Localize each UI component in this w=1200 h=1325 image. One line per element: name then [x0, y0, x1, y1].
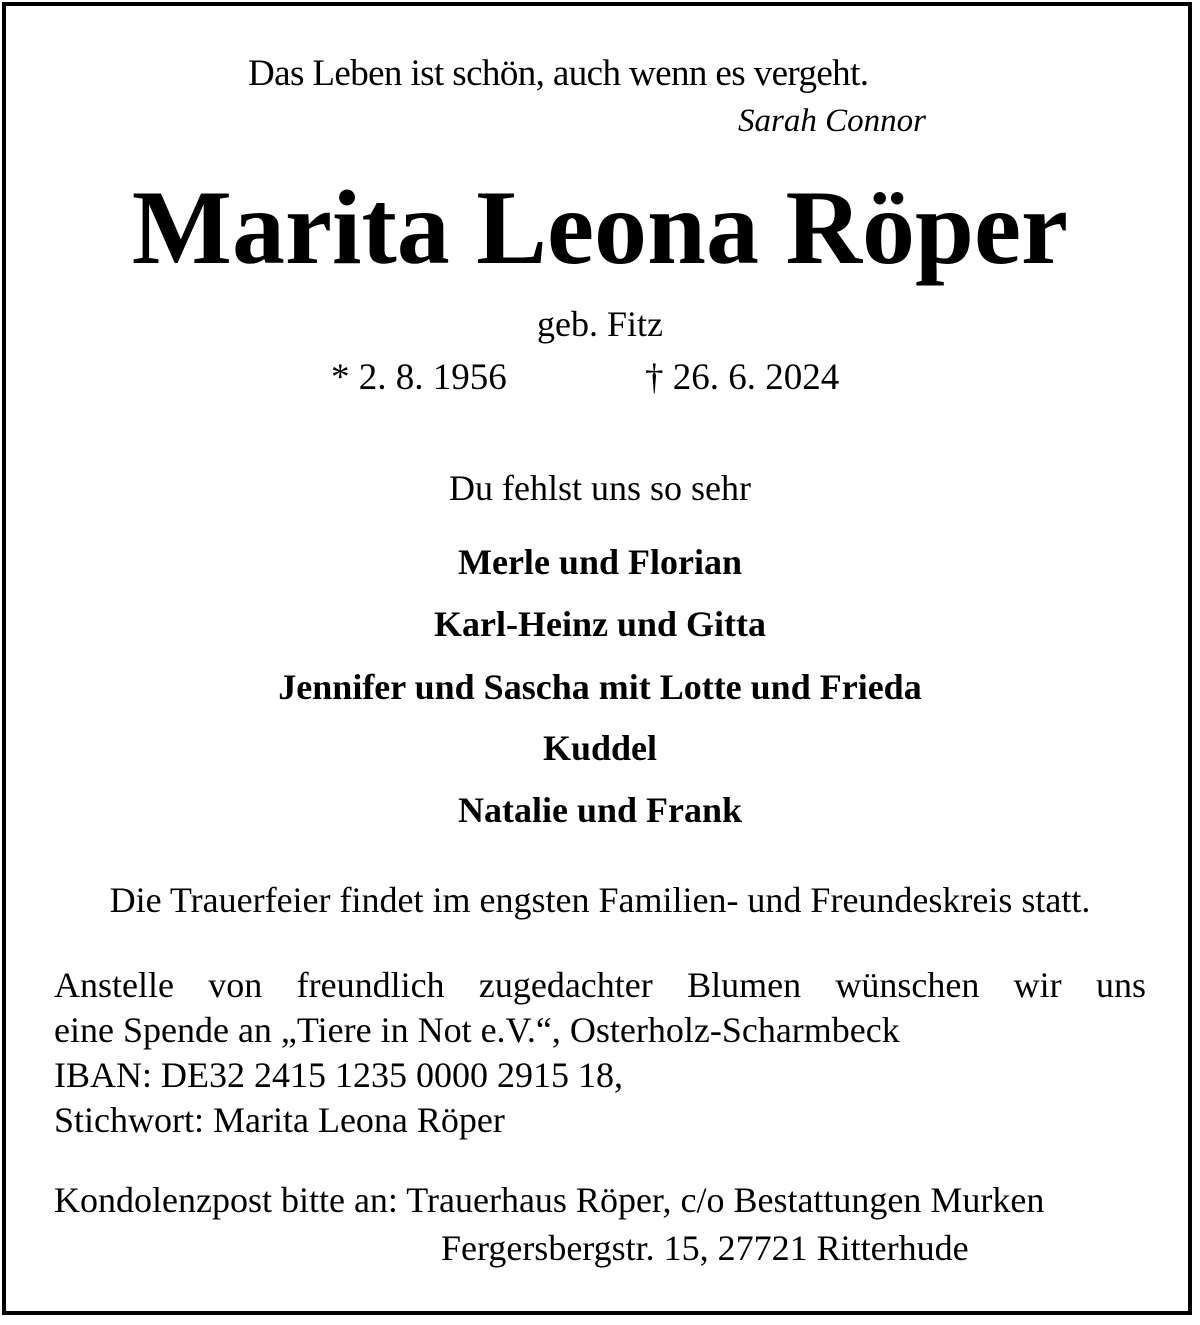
- birth-date: * 2. 8. 1956: [331, 357, 507, 398]
- farewell-line: Du fehlst uns so sehr: [449, 468, 751, 508]
- donation-block: [54, 963, 1146, 1143]
- motto-author: Sarah Connor: [738, 103, 926, 139]
- motto-quote: Das Leben ist schön, auch wenn es vergeht.: [248, 53, 869, 94]
- condolence-address-line: Kondolenzpost bitte an: Trauerhaus Röper, c/o Bestattungen Murken: [54, 1180, 1045, 1220]
- keyword-line: Stichwort: Marita Leona Röper: [54, 1100, 505, 1140]
- ceremony-note: Die Trauerfeier findet im engsten Familien- und Freundeskreis statt.: [109, 880, 1091, 920]
- deceased-name: Marita Leona Röper: [131, 169, 1069, 286]
- donation-line: Anstelle von freundlich zugedachter Blumen wünschen wir uns: [54, 965, 1146, 1005]
- mourner-line: Karl-Heinz und Gitta: [434, 604, 766, 644]
- donation-line: eine Spende an „Tiere in Not e.V.“, Osterholz-Scharmbeck: [54, 1010, 900, 1050]
- death-date: † 26. 6. 2024: [645, 357, 840, 398]
- mourner-line: Merle und Florian: [458, 542, 742, 582]
- mourner-line: Jennifer und Sascha mit Lotte und Frieda: [278, 667, 922, 707]
- birth-name: geb. Fitz: [537, 304, 663, 344]
- condolence-address-line: Fergersbergstr. 15, 27721 Ritterhude: [441, 1228, 969, 1268]
- iban-line: IBAN: DE32 2415 1235 0000 2915 18,: [54, 1055, 623, 1095]
- mourner-line: Kuddel: [542, 728, 658, 768]
- mourner-line: Natalie und Frank: [457, 790, 743, 830]
